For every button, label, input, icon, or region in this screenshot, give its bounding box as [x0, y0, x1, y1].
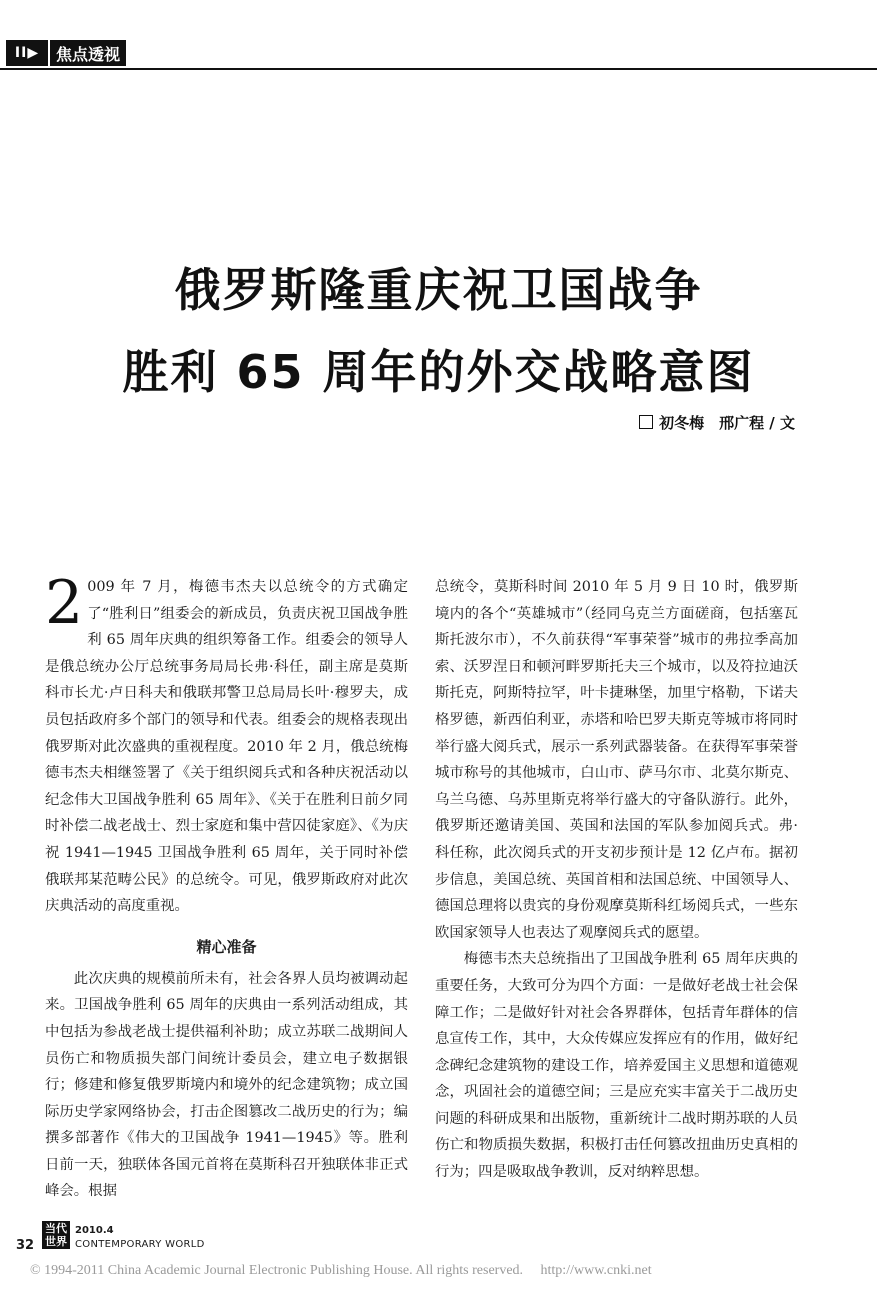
logo-bottom: 世界: [45, 1235, 67, 1248]
copyright-notice: © 1994-2011 China Academic Journal Electronic Publishing House. All rights reserved. http://www.cnki.net: [30, 1263, 652, 1278]
section-label: 焦点透视: [50, 40, 126, 66]
byline-box-icon: [639, 415, 653, 429]
issue-number: 2010.4: [75, 1225, 114, 1236]
magazine-name-en: CONTEMPORARY WORLD: [75, 1239, 205, 1250]
article-title-line-1: 俄罗斯隆重庆祝卫国战争: [174, 263, 703, 317]
page-number: 32: [16, 1238, 35, 1253]
section-heading: 精心准备: [196, 937, 257, 956]
right-paragraph-1: 总统令，莫斯科时间 2010 年 5 月 9 日 10 时，俄罗斯境内的各个“英雄城市”（经同乌克兰方面磋商，包括塞瓦斯托波尔市），不久前获得“军事荣誉”城市的弗拉季高加索、沃罗涅日和顿河畔罗斯托夫三个城市，以及符拉迪沃斯托克，阿斯特拉罕，叶卡捷琳堡，加里宁格勒，下诺夫格罗德，新西伯利亚，赤塔和哈巴罗夫斯克等城市将同时举行盛大阅兵式，展示一系列武器装备。在获得军事荣誉城市称号的其他城市，白山市、萨马尔市、北莫尔斯克、乌兰乌德、乌苏里斯克将举行盛大的守备队游行。此外，俄罗斯还邀请美国、英国和法国的军队参加阅兵式。弗·科任称，此次阅兵式的开支初步预计是 12 亿卢布。据初步信息，美国总统、英国首相和法国总统、中国领导人、德国总理将以贵宾的身份观摩莫斯科红场阅兵式，一些东欧国家领导人也表达了观摩阅兵式的愿望。: [435, 579, 798, 941]
left-column: [45, 568, 408, 1205]
article-title-line-2: 胜利 65 周年的外交战略意图: [122, 345, 755, 399]
magazine-logo: [42, 1221, 70, 1249]
byline-authors: 初冬梅 邢广程 / 文: [659, 414, 795, 432]
left-paragraph-2: 此次庆典的规模前所未有，社会各界人员均被调动起来。卫国战争胜利 65 周年的庆典由一系列活动组成，其中包括为参战老战士提供福利补助；成立苏联二战期间人员伤亡和物质损失部门间统计委员会，建立电子数据银行；修建和修复俄罗斯境内和境外的纪念建筑物；成立国际历史学家网络协会，打击企图篡改二战历史的行为；编撰多部著作《伟大的卫国战争 1941—1945》等。胜利日前一天，独联体各国元首将在莫斯科召开独联体非正式峰会。根据: [45, 970, 408, 1200]
right-paragraph-2: 梅德韦杰夫总统指出了卫国战争胜利 65 周年庆典的重要任务，大致可分为四个方面：一是做好老战士社会保障工作；二是做好针对社会各界群体，包括青年群体的信息宣传工作，其中，大众传媒应发挥应有的作用，做好纪念碑纪念建筑物的建设工作，培养爱国主义思想和道德观念，巩固社会的道德空间；三是应充实丰富关于二战历史问题的科研成果和出版物，重新统计二战时期苏联的人员伤亡和物质损失数据，积极打击任何篡改扭曲历史真相的行为；四是吸取战争教训，反对纳粹思想。: [435, 951, 798, 1181]
section-header: [0, 40, 877, 66]
right-column: [435, 574, 798, 1186]
logo-top: 当代: [45, 1222, 67, 1235]
left-paragraph-1-text: 009 年 7 月，梅德韦杰夫以总统令的方式确定了“胜利日”组委会的新成员，负责庆祝卫国战争胜利 65 周年庆典的组织筹备工作。组委会的领导人是俄总统办公厅总统事务局局长弗·科任，副主席是莫斯科市长尤·卢日科夫和俄联邦警卫总局局长叶·穆罗夫，成员包括政府多个部门的领导和代表。组委会的规格表现出俄罗斯对此次盛典的重视程度。2010 年 2 月，俄总统梅德韦杰夫相继签署了《关于组织阅兵式和各种庆祝活动以纪念伟大卫国战争胜利 65 周年》、《关于在胜利日前夕同时补偿二战老战士、烈士家庭和集中营囚徒家庭》、《为庆祝 1941—1945 卫国战争胜利 65 周年，关于同时补偿俄联邦某范畴公民》的总统令。可见，俄罗斯政府对此次庆典活动的高度重视。: [45, 579, 408, 915]
byline: [639, 412, 795, 433]
left-paragraph-1: [45, 568, 408, 920]
dropcap: 2: [45, 568, 84, 638]
section-badge-icon: II▶: [6, 40, 48, 66]
header-divider: [0, 68, 877, 70]
